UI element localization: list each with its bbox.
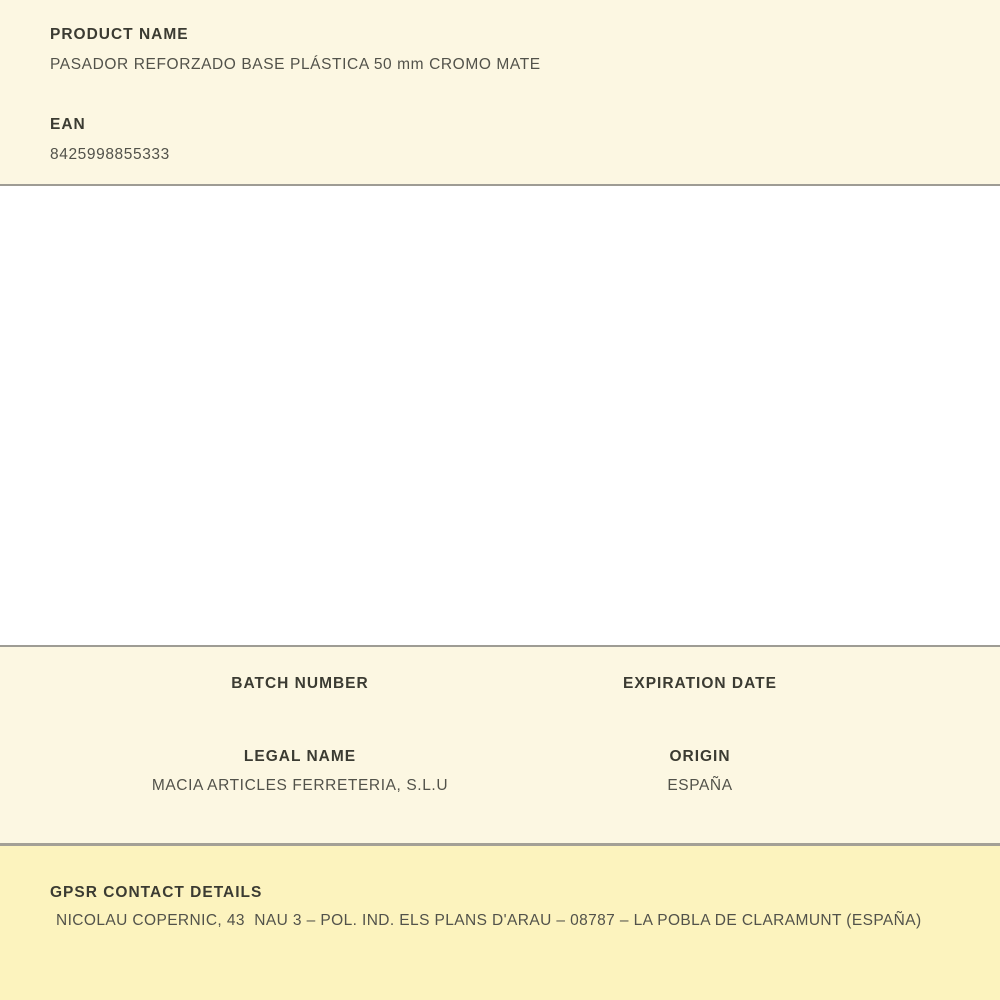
details-section [0,645,1000,843]
origin-value: ESPAÑA [667,777,733,794]
ean-label: EAN [50,116,86,133]
origin-cell [500,749,900,794]
legal-name-label: LEGAL NAME [243,748,357,765]
batch-number-label: BATCH NUMBER [231,675,369,692]
product-name-value: PASADOR REFORZADO BASE PLÁSTICA 50 mm CROMO MATE [50,56,541,73]
legal-name-value: MACIA ARTICLES FERRETERIA, S.L.U [151,777,449,794]
ean-value: 8425998855333 [50,146,170,163]
legal-name-cell [100,749,500,794]
gpsr-contact-address: NICOLAU COPERNIC, 43 NAU 3 – POL. IND. ELS PLANS D'ARAU – 08787 – LA POBLA DE CLARAMUNT (ESPAÑA) [56,912,922,929]
batch-expiration-row [100,676,900,692]
legal-origin-row [100,749,900,794]
expiration-date-cell [500,676,900,692]
product-name-label: PRODUCT NAME [50,26,189,43]
batch-number-cell [100,676,500,692]
gpsr-contact-section [0,843,1000,1000]
product-header-section [0,0,1000,186]
product-image-area [0,186,1000,645]
gpsr-contact-label: GPSR CONTACT DETAILS [50,884,263,901]
origin-label: ORIGIN [669,748,731,765]
expiration-date-label: EXPIRATION DATE [623,675,777,692]
